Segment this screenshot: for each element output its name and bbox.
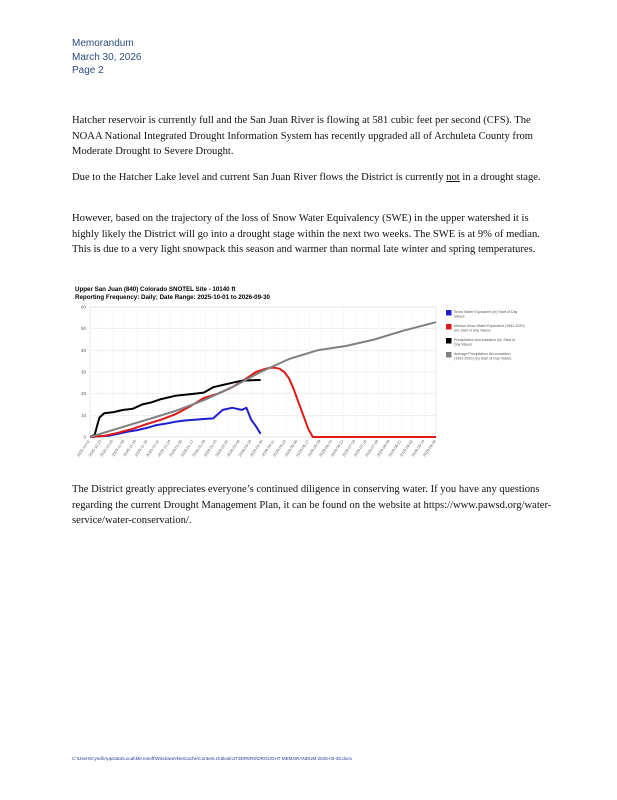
legend-label-4: Average Precipitation Accumulation (1991-2020) (in) Start of Day Values bbox=[454, 352, 512, 361]
legend-swatch-4 bbox=[446, 352, 452, 358]
p2-before: Due to the Hatcher Lake level and current San Juan River flows the District is currently bbox=[72, 172, 447, 183]
x-tick-label: 2026-05-29 bbox=[307, 439, 322, 458]
x-tick-label: 2026-08-09 bbox=[376, 439, 391, 458]
x-tick-label: 2025-10-25 bbox=[99, 439, 114, 458]
paragraph-drought-stage bbox=[72, 170, 552, 186]
page-number: Page 2 bbox=[72, 65, 104, 76]
x-tick-label: 2025-12-24 bbox=[157, 439, 172, 458]
x-tick-label: 2026-07-28 bbox=[364, 439, 380, 458]
y-tick-label: 60 bbox=[80, 304, 86, 310]
paragraph-swe: However, based on the trajectory of the loss of Snow Water Equivalency (SWE) in the upper watershed it is highly likely the District will go into a drought stage within the next two weeks. The SWE is at 9% of median. This is due to a very light snowpack this season and warmer than normal late winter and spring temperatures. bbox=[72, 213, 540, 255]
x-tick-label: 2026-06-22 bbox=[330, 439, 345, 458]
footer-file-path: C:\Users\Cyndi\AppData\Local\Microsoft\Windows\INetCache\Content.Outlook\JT3DR5RS\DROUGHT MEMORANDUM 2026-03-30.docx bbox=[72, 756, 352, 761]
x-tick-label: 2025-11-30 bbox=[134, 439, 149, 458]
legend-label-3: Precipitation Accumulation (in) Start of Day Values bbox=[454, 338, 515, 347]
x-tick-label: 2026-06-10 bbox=[318, 439, 334, 458]
x-tick-label: 2025-10-13 bbox=[87, 439, 103, 458]
chart-title: Upper San Juan (840) Colorado SNOTEL Site - 10140 ft bbox=[75, 286, 236, 293]
x-tick-label: 2026-03-06 bbox=[226, 439, 241, 458]
snotel-chart bbox=[72, 286, 552, 466]
y-tick-label: 10 bbox=[80, 412, 86, 418]
x-tick-label: 2026-01-29 bbox=[191, 439, 207, 458]
x-tick-label: 2026-09-14 bbox=[410, 439, 426, 458]
legend-swatch-2 bbox=[446, 324, 452, 330]
x-tick-label: 2026-07-04 bbox=[341, 439, 357, 458]
x-tick-label: 2026-01-17 bbox=[180, 439, 195, 458]
legend-label-1: Snow Water Equivalent (in) Start of Day Values bbox=[454, 310, 518, 319]
x-tick-label: 2026-02-22 bbox=[214, 439, 230, 458]
x-tick-label: 2026-07-16 bbox=[353, 439, 368, 458]
chart-subtitle: Reporting Frequency: Daily; Date Range: 2025-10-01 to 2026-09-30 bbox=[75, 293, 270, 301]
x-tick-label: 2026-05-05 bbox=[283, 439, 299, 458]
y-tick-label: 30 bbox=[80, 369, 86, 375]
x-tick-label: 2026-04-23 bbox=[272, 439, 287, 458]
x-tick-label: 2025-11-06 bbox=[111, 439, 126, 458]
chart-svg bbox=[72, 286, 552, 466]
x-tick-label: 2026-02-10 bbox=[203, 439, 218, 458]
x-tick-label: 2026-03-18 bbox=[237, 439, 253, 458]
y-tick-label: 0 bbox=[83, 434, 86, 440]
x-tick-label: 2025-12-12 bbox=[145, 439, 161, 458]
memo-date: March 30, 2026 bbox=[72, 51, 142, 63]
x-tick-label: 2026-09-02 bbox=[399, 439, 414, 458]
x-tick-label: 2026-08-21 bbox=[387, 439, 403, 458]
memo-header bbox=[72, 37, 142, 78]
y-tick-label: 20 bbox=[80, 391, 86, 397]
legend-label-2: Median Snow Water Equivalent (1991-2020) (in) Start of Day Values bbox=[454, 324, 525, 333]
paragraph-closing: The District greatly appreciates everyone’s continued diligence in conserving water. If you have any questions regarding the current Drought Management Plan, it can be found on the website at https://www.pawsd.org/water-service/water-conservation/. bbox=[72, 484, 552, 526]
p2-underlined: not bbox=[446, 172, 460, 183]
legend-swatch-1 bbox=[446, 310, 452, 316]
x-tick-label: 2025-11-18 bbox=[122, 439, 137, 458]
p2-after: in a drought stage. bbox=[459, 172, 541, 183]
x-tick-label: 2026-03-30 bbox=[249, 439, 264, 458]
x-tick-label: 2025-10-01 bbox=[76, 439, 91, 458]
memo-title: Memorandum bbox=[72, 38, 134, 49]
y-tick-label: 40 bbox=[80, 347, 86, 353]
x-tick-label: 2026-01-05 bbox=[168, 439, 184, 458]
legend-swatch-3 bbox=[446, 338, 452, 344]
x-tick-label: 2026-05-17 bbox=[295, 439, 310, 458]
x-tick-label: 2026-04-11 bbox=[261, 439, 276, 458]
x-tick-label: 2026-09-26 bbox=[422, 439, 437, 458]
y-tick-label: 50 bbox=[80, 326, 86, 332]
paragraph-reservoir: Hatcher reservoir is currently full and the San Juan River is flowing at 581 cubic feet per second (CFS). The NOAA National Integrated Drought Information System has recently upgraded all of Archuleta County from Moderate Drought to Severe Drought. bbox=[72, 115, 534, 157]
